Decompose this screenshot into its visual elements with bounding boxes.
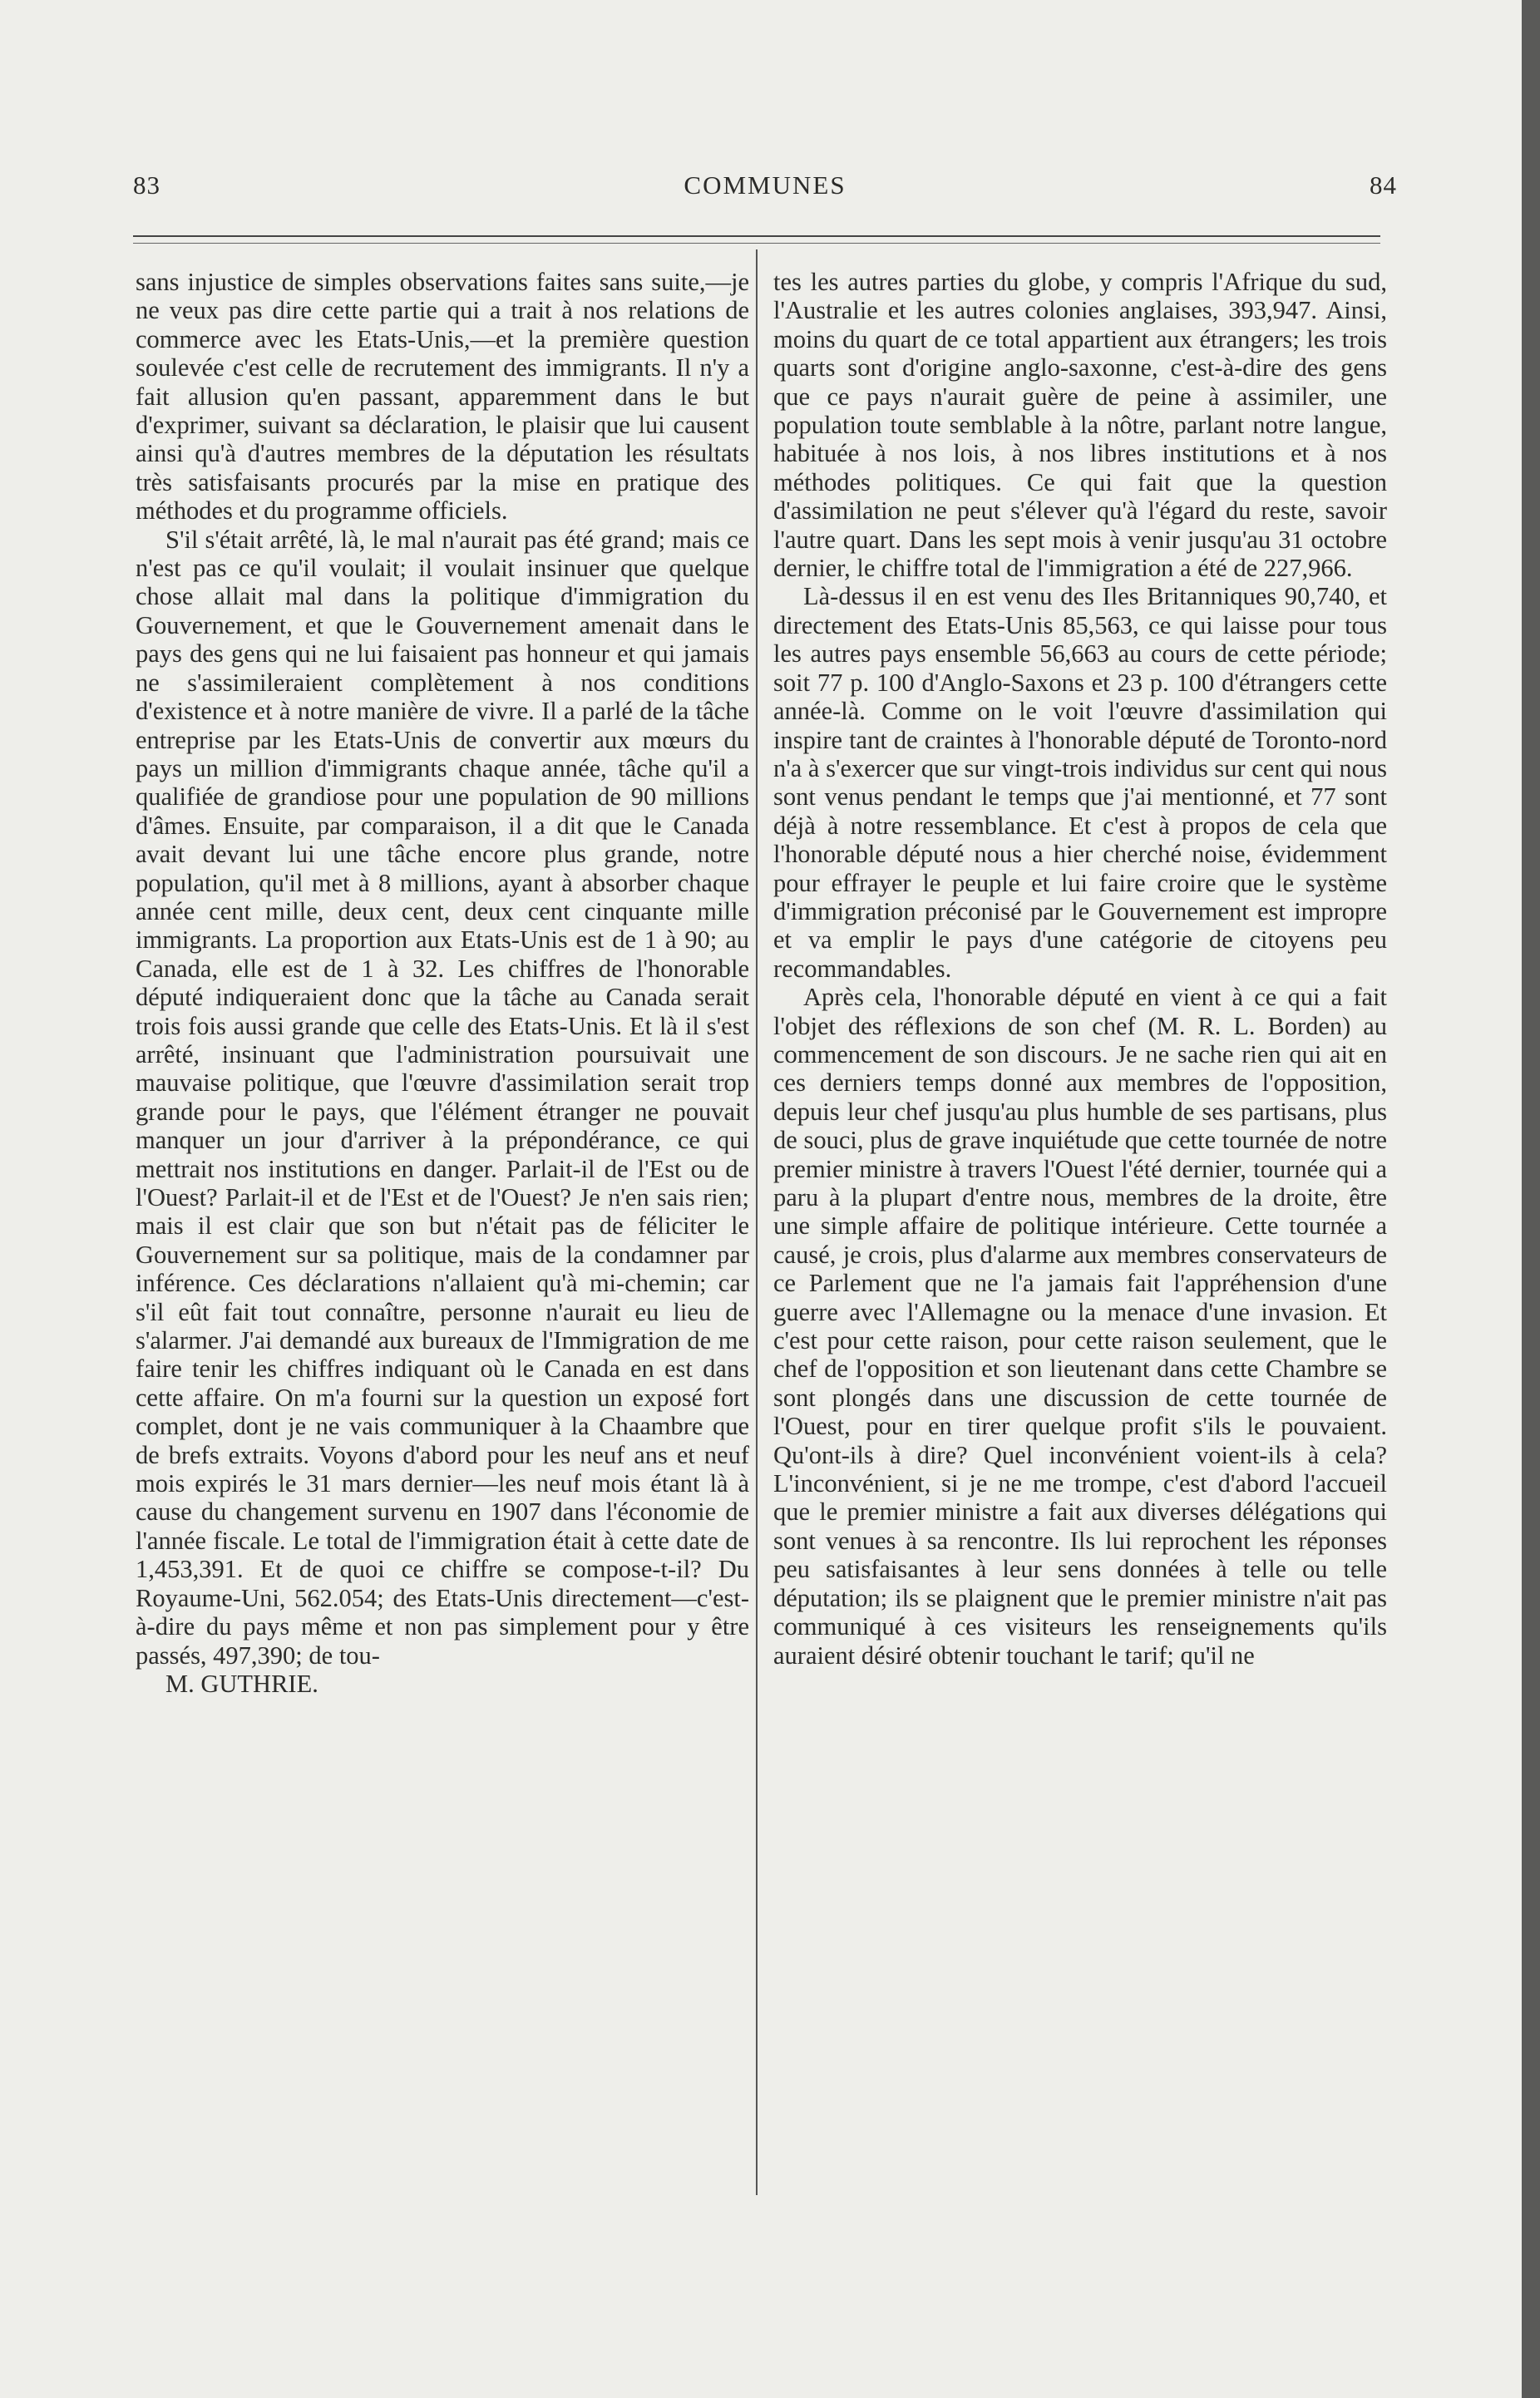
left-column [136,268,749,1698]
paragraph: tes les autres parties du globe, y compris l'Afrique du sud, l'Australie et les autres colonies anglaises, 393,947. Ainsi, moins du quart de ce total appartient aux étrangers; les trois quarts sont d'origine anglo-saxonne, c'est-à-dire des gens que ce pays n'aurait guère de peine à assimiler, une population toute semblable à la nôtre, parlant notre langue, habituée à nos lois, à nos libres institutions et à nos méthodes politiques. Ce qui fait que la question d'assimilation ne peut s'élever qu'à l'égard du reste, savoir l'autre quart. Dans les sept mois à venir jusqu'au 31 octobre dernier, le chiffre total de l'immigration a été de 227,966. [773,268,1387,583]
right-column [773,268,1387,1670]
page-number-right: 84 [1370,170,1397,200]
running-title: COMMUNES [684,170,847,200]
paragraph: Après cela, l'honorable député en vient à ce qui a fait l'objet des réflexions de son chef (M. R. L. Borden) au commencement de son discours. Je ne sache rien qui ait en ces derniers temps donné aux membres de l'opposition, depuis leur chef jusqu'au plus humble de ses partisans, plus de souci, plus de grave inquiétude que cette tournée de notre premier ministre à travers l'Ouest l'été dernier, tournée qui a paru à la plupart d'entre nous, membres de la droite, être une simple affaire de politique intérieure. Cette tournée a causé, je crois, plus d'alarme aux membres conservateurs de ce Parlement que ne l'a jamais fait l'appréhension d'une guerre avec l'Allemagne ou la menace d'une invasion. Et c'est pour cette raison, pour cette raison seulement, que le chef de l'opposition et son lieutenant dans cette Chambre se sont plongés dans une discussion de cette tournée de l'Ouest, pour en tirer quelque profit s'ils le pouvaient. Qu'ont-ils à dire? Quel inconvénient voient-ils à cela? L'inconvénient, si je ne me trompe, c'est d'abord l'accueil que le premier ministre a fait aux diverses délégations qui sont venues à sa rencontre. Ils lui reprochent les réponses peu satisfaisantes à leur sens données à telle ou telle députation; ils se plaignent que le premier ministre n'ait pas communiqué à ces visiteurs les renseignements qu'ils auraient désiré obtenir touchant le tarif; qu'il ne [773,983,1387,1670]
header-rule-thin [133,243,1380,244]
paragraph: S'il s'était arrêté, là, le mal n'aurait pas été grand; mais ce n'est pas ce qu'il voulait; il voulait insinuer que quelque chose allait mal dans la politique d'immigration du Gouvernement, et que le Gouvernement amenait dans le pays des gens qui ne lui faisaient pas honneur et qui jamais ne s'assimileraient complètement à nos conditions d'existence et à notre manière de vivre. Il a parlé de la tâche entreprise par les Etats-Unis de convertir aux mœurs du pays un million d'immigrants chaque année, tâche qu'il a qualifiée de grandiose pour une population de 90 millions d'âmes. Ensuite, par comparaison, il a dit que le Canada avait devant lui une tâche encore plus grande, notre population, qu'il met à 8 millions, ayant à absorber chaque année cent mille, deux cent, deux cent cinquante mille immigrants. La proportion aux Etats-Unis est de 1 à 90; au Canada, elle est de 1 à 32. Les chiffres de l'honorable député indiqueraient donc que la tâche au Canada serait trois fois aussi grande que celle des Etats-Unis. Et là il s'est arrêté, insinuant que l'administration poursuivait une mauvaise politique, que l'œuvre d'assimilation serait trop grande pour le pays, que l'élément étranger ne pouvait manquer un jour d'arriver à la prépondérance, ce qui mettrait nos institutions en danger. Parlait-il de l'Est ou de l'Ouest? Parlait-il et de l'Est et de l'Ouest? Je n'en sais rien; mais il est clair que son but n'était pas de féliciter le Gouvernement sur sa politique, mais de la condamner par inférence. Ces déclarations n'allaient qu'à mi-chemin; car s'il eût fait tout connaître, personne n'aurait eu lieu de s'alarmer. J'ai demandé aux bureaux de l'Immigration de me faire tenir les chiffres indiquant où le Canada en est dans cette affaire. On m'a fourni sur la question un exposé fort complet, dont je ne vais communiquer à la Chaambre que de brefs extraits. Voyons d'abord pour les neuf ans et neuf mois expirés le 31 mars dernier—les neuf mois étant là à cause du changement survenu en 1907 dans l'économie de l'année fiscale. Le total de l'immigration était à cette date de 1,453,391. Et de quoi ce chiffre se compose-t-il? Du Royaume-Uni, 562.054; des Etats-Unis directement—c'est-à-dire du pays même et non pas simplement pour y être passés, 497,390; de tou- [136,525,749,1670]
column-divider [756,249,758,2195]
paragraph: sans injustice de simples observations faites sans suite,—je ne veux pas dire cette partie qui a trait à nos relations de commerce avec les Etats-Unis,—et la première question soulevée c'est celle de recrutement des immigrants. Il n'y a fait allusion qu'en passant, apparemment dans le but d'exprimer, suivant sa déclaration, le plaisir que lui causent ainsi qu'à d'autres membres de la députation les résultats très satisfaisants procurés par la mise en pratique des méthodes et du programme officiels. [136,268,749,525]
header-rule [133,235,1380,237]
page-number-left: 83 [133,170,160,200]
page-header [133,170,1397,212]
speaker-name: M. GUTHRIE. [165,1669,318,1698]
paragraph: Là-dessus il en est venu des Iles Britanniques 90,740, et directement des Etats-Unis 85,563, ce qui laisse pour tous les autres pays ensemble 56,663 au cours de cette période; soit 77 p. 100 d'Anglo-Saxons et 23 p. 100 d'étrangers cette année-là. Comme on le voit l'œuvre d'assimilation qui inspire tant de craintes à l'honorable député de Toronto-nord n'a à s'exercer que sur vingt-trois individus sur cent qui nous sont venus pendant le temps que j'ai mentionné, et 77 sont déjà à notre ressemblance. Et c'est à propos de cela que l'honorable député nous a hier cherché noise, évidemment pour effrayer le peuple et lui faire croire que le système d'immigration préconisé par le Gouvernement est impropre et va emplir le pays d'une catégorie de citoyens peu recommandables. [773,582,1387,983]
